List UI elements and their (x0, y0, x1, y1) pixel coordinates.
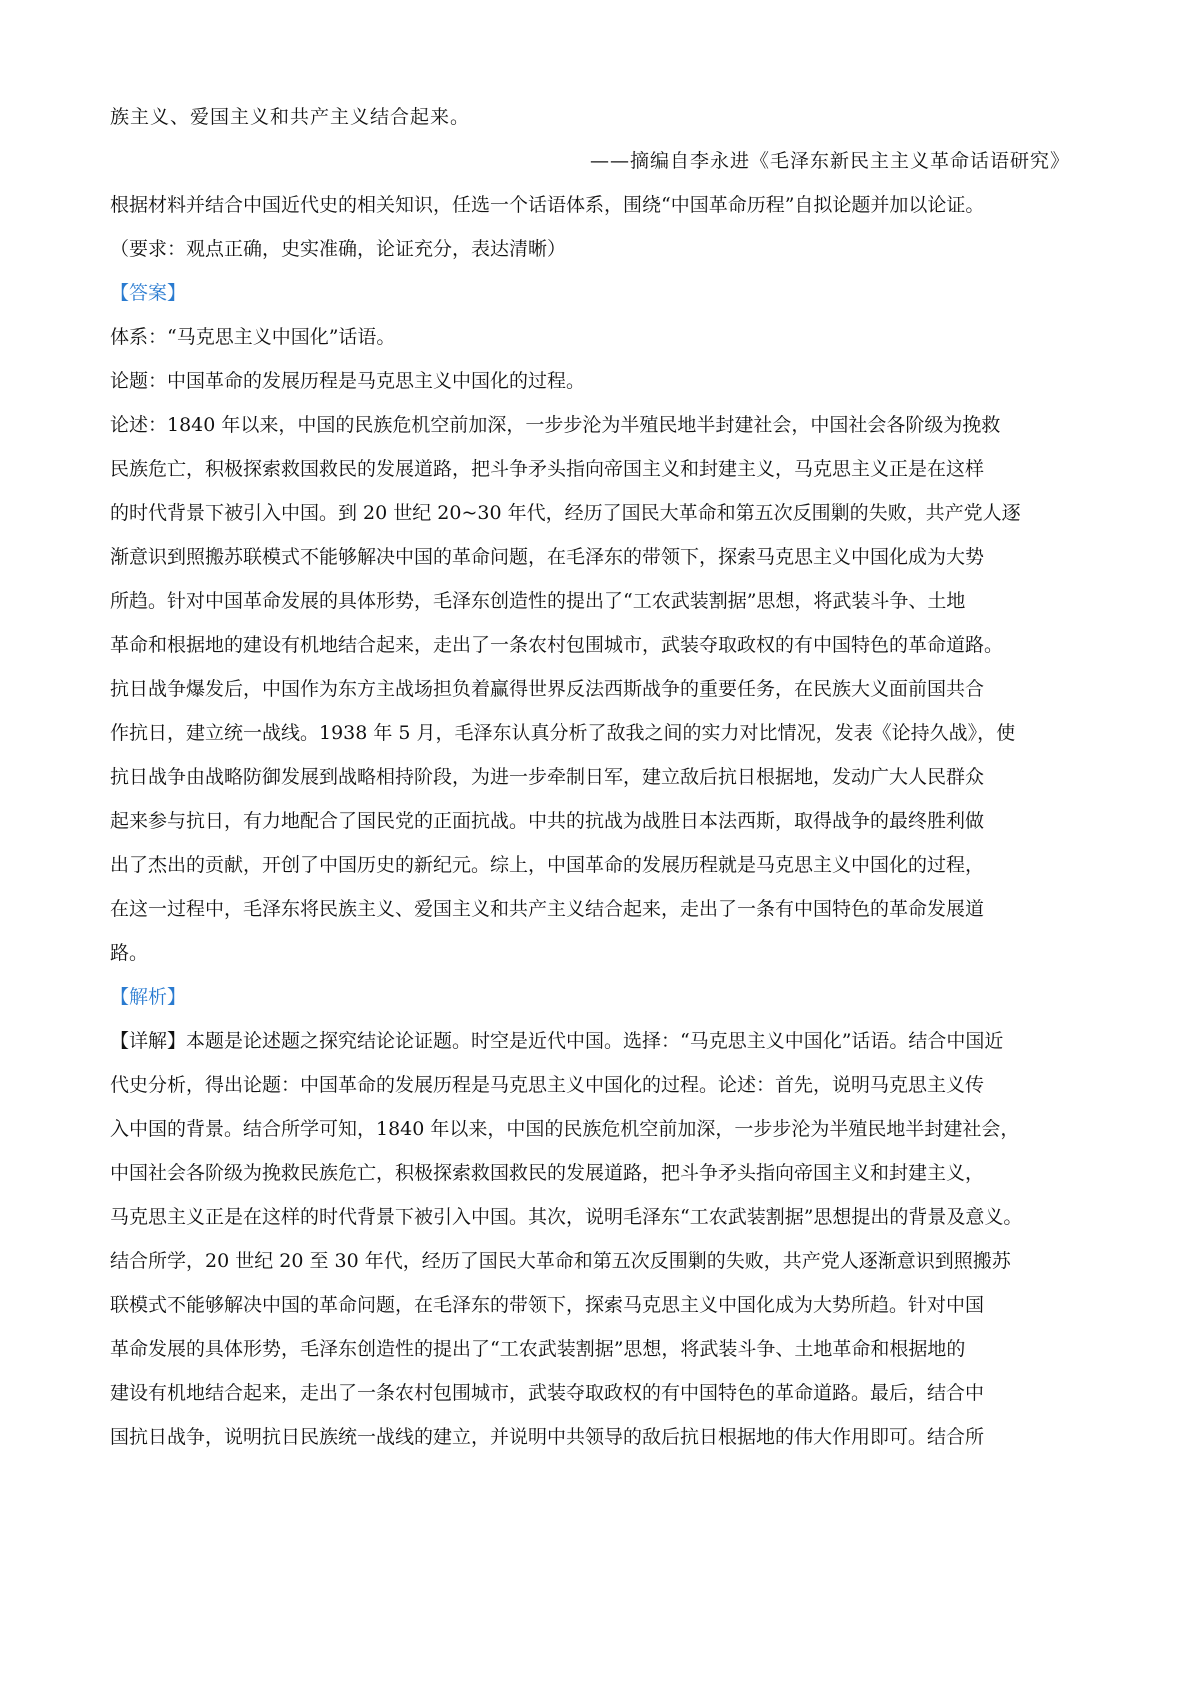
analysis-line: 结合所学，20 世纪 20 至 30 年代，经历了国民大革命和第五次反围剿的失败，共产党人逐渐意识到照搬苏 (110, 1250, 1011, 1272)
answer-line: 的时代背景下被引入中国。到 20 世纪 20~30 年代，经历了国民大革命和第五次反围剿的失败，共产党人逐 (110, 502, 1021, 524)
analysis-line: 国抗日战争，说明抗日民族统一战线的建立，并说明中共领导的敌后抗日根据地的伟大作用即可。结合所 (110, 1426, 985, 1448)
analysis-line: 革命发展的具体形势，毛泽东创造性的提出了“工农武装割据”思想，将武装斗争、土地革命和根据地的 (110, 1338, 966, 1360)
question-requirements: （要求：观点正确，史实准确，论证充分，表达清晰） (110, 238, 567, 260)
answer-argument (110, 403, 1090, 975)
answer-line: 民族危亡，积极探索救国救民的发展道路，把斗争矛头指向帝国主义和封建主义，马克思主义正是在这样 (110, 458, 985, 480)
analysis-label: 【解析】 (110, 986, 187, 1008)
answer-line: 出了杰出的贡献，开创了中国历史的新纪元。综上，中国革命的发展历程就是马克思主义中国化的过程， (110, 854, 985, 876)
analysis-line: 联模式不能够解决中国的革命问题，在毛泽东的带领下，探索马克思主义中国化成为大势所趋。针对中国 (110, 1294, 985, 1316)
answer-line: 革命和根据地的建设有机地结合起来，走出了一条农村包围城市，武装夺取政权的有中国特色的革命道路。 (110, 634, 1004, 656)
answer-line: 抗日战争爆发后，中国作为东方主战场担负着赢得世界反法西斯战争的重要任务，在民族大义面前国共合 (110, 678, 985, 700)
answer-line: 在这一过程中，毛泽东将民族主义、爱国主义和共产主义结合起来，走出了一条有中国特色的革命发展道 (110, 898, 985, 920)
material-source: ——摘编自李永进《毛泽东新民主主义革命话语研究》 (589, 150, 1070, 172)
analysis-line: 中国社会各阶级为挽救民族危亡，积极探索救国救民的发展道路，把斗争矛头指向帝国主义和封建主义， (110, 1162, 985, 1184)
answer-system: 体系：“马克思主义中国化”话语。 (110, 326, 396, 348)
analysis-line: 【详解】本题是论述题之探究结论论证题。时空是近代中国。选择：“马克思主义中国化”话语。结合中国近 (110, 1030, 1004, 1052)
material-text: 族主义、爱国主义和共产主义结合起来。 (110, 106, 471, 128)
answer-line: 渐意识到照搬苏联模式不能够解决中国的革命问题，在毛泽东的带领下，探索马克思主义中国化成为大势 (110, 546, 985, 568)
analysis-body (110, 1019, 1090, 1459)
answer-label: 【答案】 (110, 282, 187, 304)
analysis-line: 建设有机地结合起来，走出了一条农村包围城市，武装夺取政权的有中国特色的革命道路。最后，结合中 (110, 1382, 985, 1404)
analysis-line: 入中国的背景。结合所学可知，1840 年以来，中国的民族危机空前加深，一步步沦为半殖民地半封建社会， (110, 1118, 1020, 1140)
document-content (110, 95, 1090, 1459)
answer-line: 路。 (110, 942, 149, 964)
answer-line: 所趋。针对中国革命发展的具体形势，毛泽东创造性的提出了“工农武装割据”思想，将武装斗争、土地 (110, 590, 966, 612)
answer-line: 论述：1840 年以来，中国的民族危机空前加深，一步步沦为半殖民地半封建社会，中国社会各阶级为挽救 (110, 414, 1001, 436)
answer-line: 作抗日，建立统一战线。1938 年 5 月，毛泽东认真分析了敌我之间的实力对比情况，发表《论持久战》，使 (110, 722, 1016, 744)
analysis-line: 马克思主义正是在这样的时代背景下被引入中国。其次，说明毛泽东“工农武装割据”思想提出的背景及意义。 (110, 1206, 1023, 1228)
answer-line: 起来参与抗日，有力地配合了国民党的正面抗战。中共的抗战为战胜日本法西斯，取得战争的最终胜利做 (110, 810, 985, 832)
question-text: 根据材料并结合中国近代史的相关知识，任选一个话语体系，围绕“中国革命历程”自拟论题并加以论证。 (110, 194, 985, 216)
analysis-line: 代史分析，得出论题：中国革命的发展历程是马克思主义中国化的过程。论述：首先，说明马克思主义传 (110, 1074, 985, 1096)
answer-thesis: 论题：中国革命的发展历程是马克思主义中国化的过程。 (110, 370, 586, 392)
answer-line: 抗日战争由战略防御发展到战略相持阶段，为进一步牵制日军，建立敌后抗日根据地，发动广大人民群众 (110, 766, 985, 788)
